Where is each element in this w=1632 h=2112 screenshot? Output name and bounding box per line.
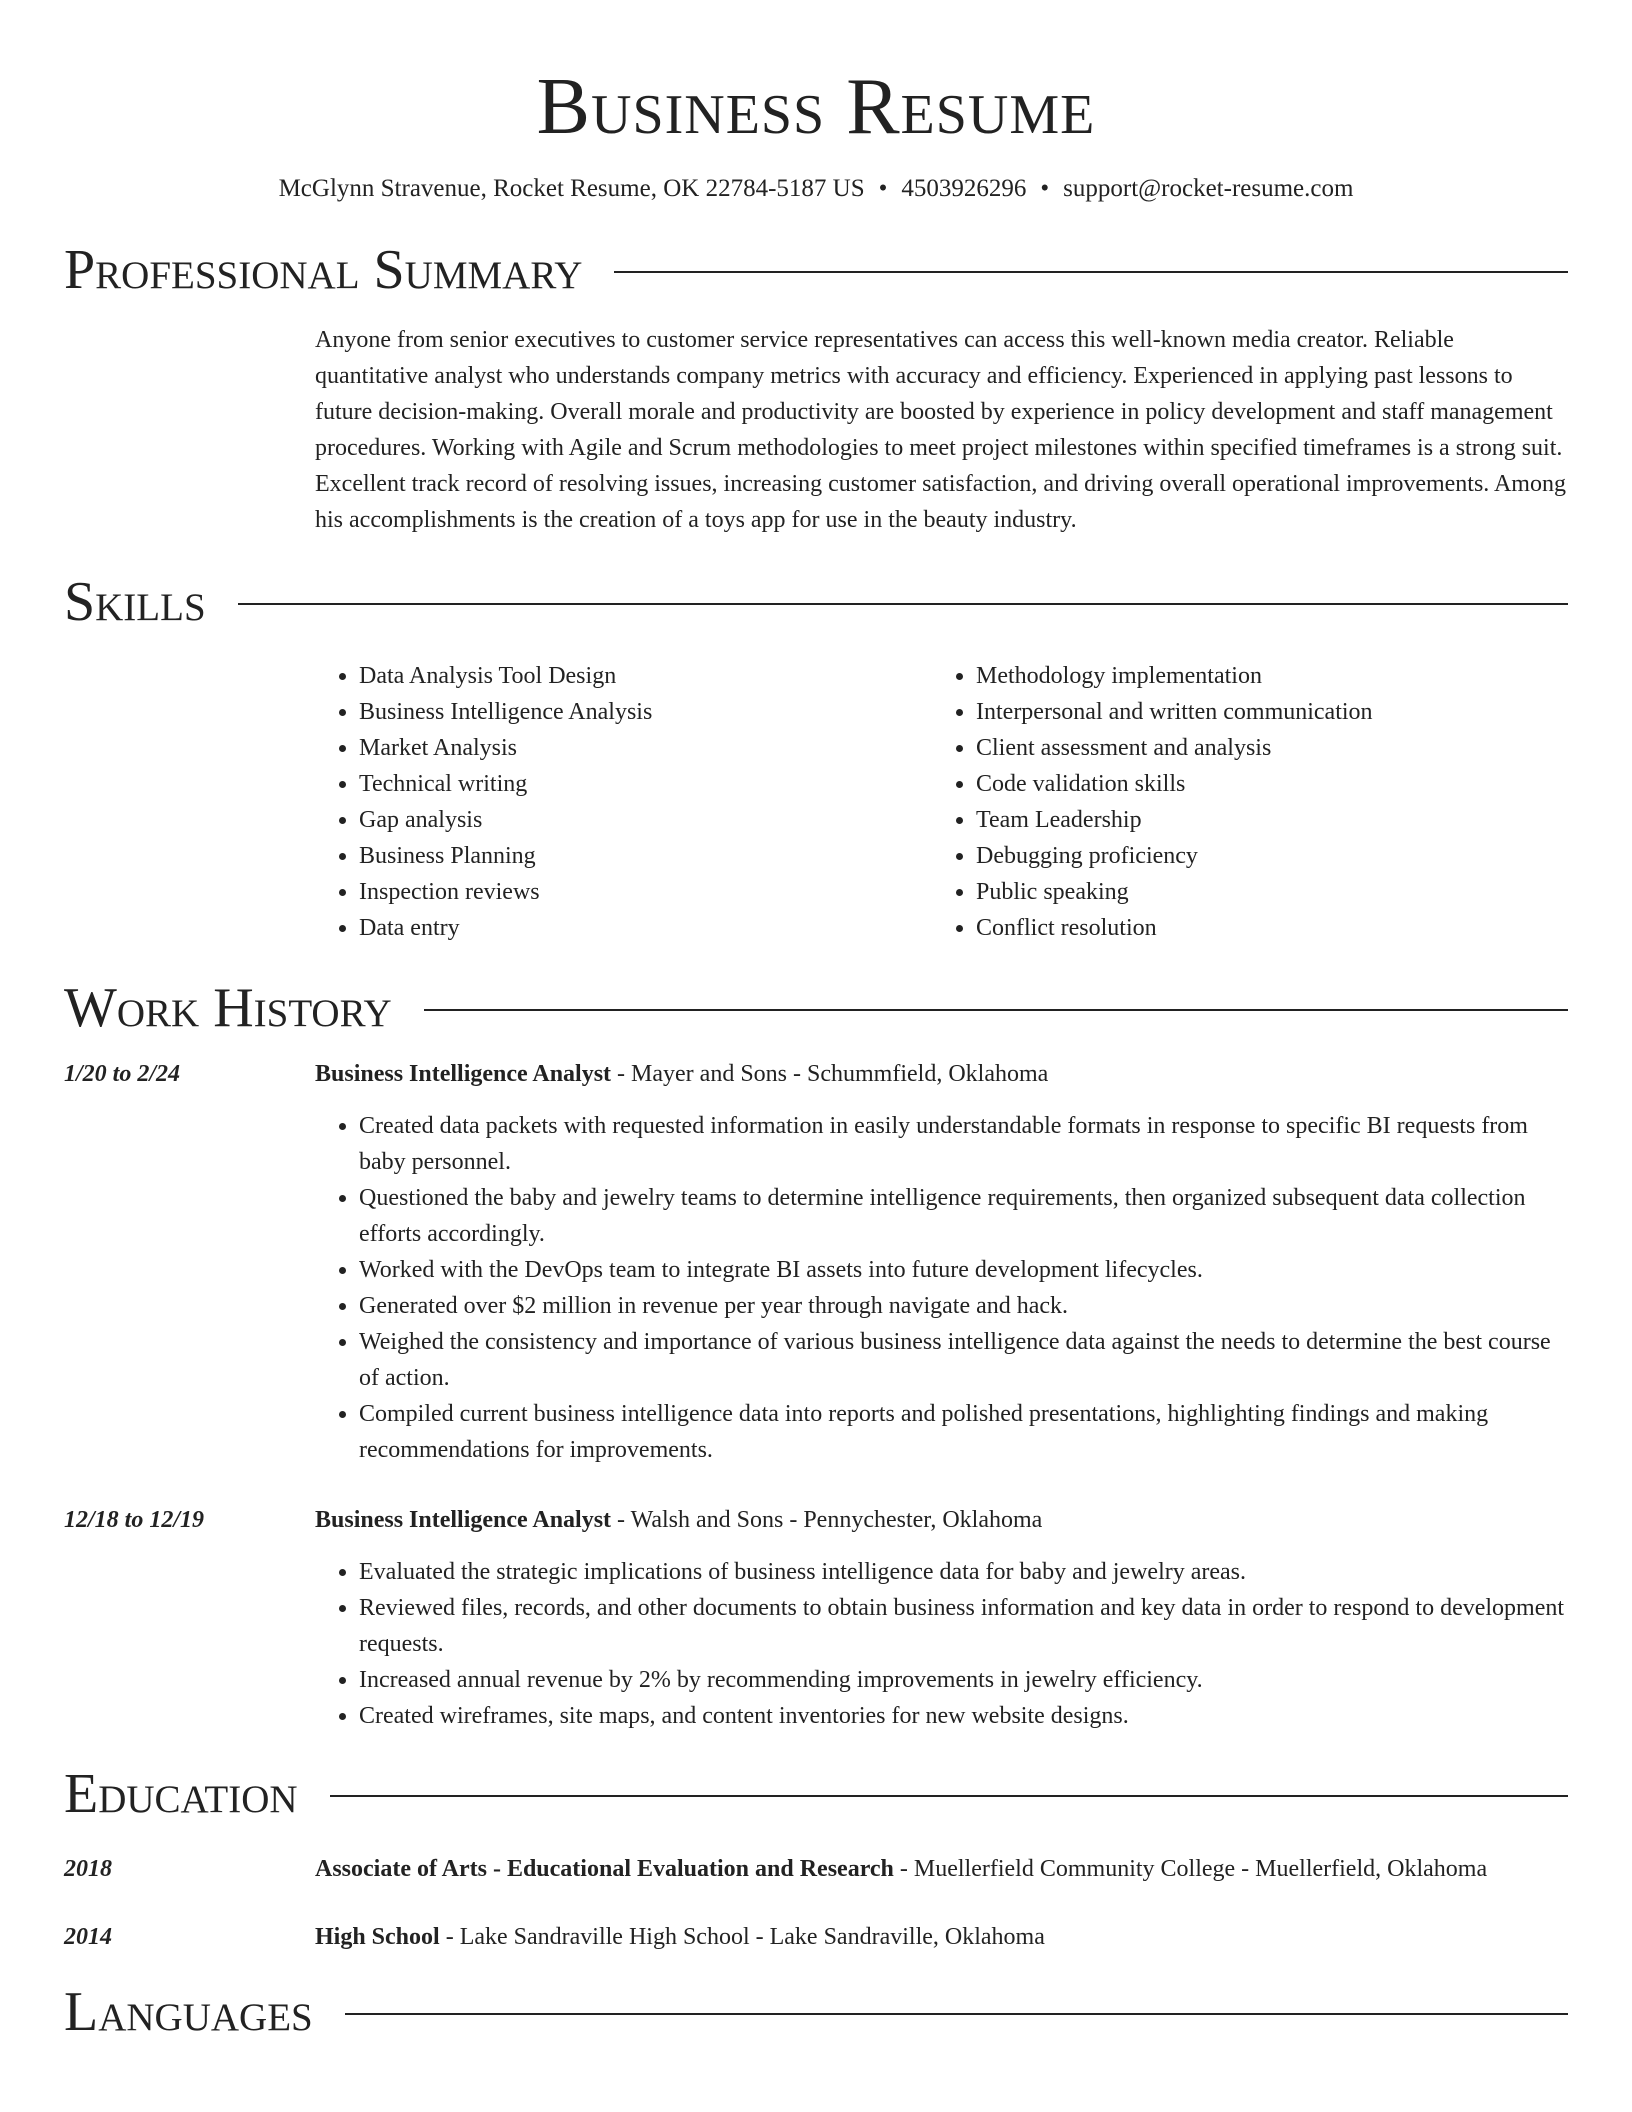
contact-phone: 4503926296: [901, 175, 1027, 202]
education-year: 2018: [64, 1856, 112, 1882]
list-item: • Weighed the consistency and importance of various business intelligence data against the needs to determine the best course of action.: [359, 1324, 1568, 1396]
job-dates: 1/20 to 2/24: [64, 1061, 181, 1087]
section-divider: [345, 2013, 1568, 2015]
education-year: 2014: [64, 1924, 112, 1950]
job-employer: - Mayer and Sons - Schummfield, Oklahoma: [611, 1061, 1049, 1087]
job-entry: [64, 1502, 1568, 1734]
education-degree: High School: [315, 1924, 440, 1950]
list-item: • Public speaking: [976, 874, 1549, 910]
skills-list-left: [315, 658, 932, 946]
contact-line: [64, 172, 1568, 206]
list-item: • Created wireframes, site maps, and content inventories for new website designs.: [359, 1698, 1568, 1734]
job-entry: [64, 1056, 1568, 1468]
job-heading: [315, 1056, 1568, 1092]
list-item: • Team Leadership: [976, 802, 1549, 838]
work-heading: Work History: [64, 977, 392, 1039]
job-bullets: [315, 1108, 1568, 1468]
resume-title: Business Resume: [536, 63, 1096, 151]
list-item: • Client assessment and analysis: [976, 730, 1549, 766]
job-employer: - Walsh and Sons - Pennychester, Oklahoma: [611, 1507, 1043, 1533]
education-section-header: [64, 1760, 1568, 1828]
resume-page: [64, 0, 1568, 2046]
job-title: Business Intelligence Analyst: [315, 1507, 612, 1533]
list-item: • Market Analysis: [359, 730, 932, 766]
list-item: • Technical writing: [359, 766, 932, 802]
work-section-header: [64, 974, 1568, 1042]
skills-columns: [315, 658, 1568, 946]
summary-section-header: [64, 236, 1568, 304]
bullet-separator: •: [878, 175, 888, 202]
job-dates: 12/18 to 12/19: [64, 1507, 205, 1533]
list-item: • Business Intelligence Analysis: [359, 694, 932, 730]
list-item: • Data Analysis Tool Design: [359, 658, 932, 694]
bullet-separator: •: [1040, 175, 1050, 202]
education-entry: [64, 1850, 1568, 1888]
education-school: - Lake Sandraville High School - Lake Sandraville, Oklahoma: [439, 1924, 1045, 1950]
education-heading: Education: [64, 1763, 298, 1825]
list-item: • Compiled current business intelligence data into reports and polished presentations, highlighting findings and making recommendations for improvements.: [359, 1396, 1568, 1468]
summary-text: Anyone from senior executives to customer service representatives can access this well-known media creator. Reliable quantitative analyst who understands company metrics with accuracy and efficiency. Experienced in applying past lessons to future decision-making. Overall morale and productivity are boosted by experience in policy development and staff management procedures. Working with Agile and Scrum methodologies to meet project milestones within specified timeframes is a strong suit. Excellent track record of resolving issues, increasing customer satisfaction, and driving overall operational improvements. Among his accomplishments is the creation of a toys app for use in the beauty industry.: [315, 327, 1566, 533]
list-item: • Gap analysis: [359, 802, 932, 838]
list-item: • Increased annual revenue by 2% by recommending improvements in jewelry efficiency.: [359, 1662, 1568, 1698]
languages-section-header: [64, 1978, 1568, 2046]
list-item: • Methodology implementation: [976, 658, 1549, 694]
section-divider: [238, 603, 1568, 605]
section-divider: [330, 1795, 1568, 1797]
list-item: • Inspection reviews: [359, 874, 932, 910]
skills-list-right: [932, 658, 1549, 946]
education-details: [315, 1850, 1568, 1888]
languages-heading: Languages: [64, 1981, 313, 2043]
list-item: • Questioned the baby and jewelry teams to determine intelligence requirements, then organized subsequent data collection efforts accordingly.: [359, 1180, 1568, 1252]
contact-email: support@rocket-resume.com: [1063, 175, 1354, 202]
list-item: • Interpersonal and written communication: [976, 694, 1549, 730]
list-item: • Data entry: [359, 910, 932, 946]
list-item: • Reviewed files, records, and other documents to obtain business information and key data in order to respond to development requests.: [359, 1590, 1568, 1662]
job-title: Business Intelligence Analyst: [315, 1061, 612, 1087]
section-divider: [424, 1009, 1568, 1011]
skills-section-header: [64, 568, 1568, 636]
list-item: • Evaluated the strategic implications of business intelligence data for baby and jewelry areas.: [359, 1554, 1568, 1590]
list-item: • Created data packets with requested information in easily understandable formats in response to specific BI requests from baby personnel.: [359, 1108, 1568, 1180]
skills-heading: Skills: [64, 571, 206, 633]
job-heading: [315, 1502, 1568, 1538]
list-item: • Generated over $2 million in revenue per year through navigate and hack.: [359, 1288, 1568, 1324]
list-item: • Conflict resolution: [976, 910, 1549, 946]
section-divider: [614, 271, 1568, 273]
job-bullets: [315, 1554, 1568, 1734]
contact-address: McGlynn Stravenue, Rocket Resume, OK 22784-5187 US: [278, 175, 865, 202]
list-item: • Business Planning: [359, 838, 932, 874]
list-item: • Worked with the DevOps team to integrate BI assets into future development lifecycles.: [359, 1252, 1568, 1288]
education-degree: Associate of Arts - Educational Evaluation and Research: [315, 1856, 894, 1882]
education-school: - Muellerfield Community College - Muellerfield, Oklahoma: [893, 1856, 1488, 1882]
education-details: [315, 1918, 1568, 1956]
education-entry: [64, 1918, 1568, 1956]
list-item: • Code validation skills: [976, 766, 1549, 802]
summary-heading: Professional Summary: [64, 239, 583, 301]
list-item: • Debugging proficiency: [976, 838, 1549, 874]
